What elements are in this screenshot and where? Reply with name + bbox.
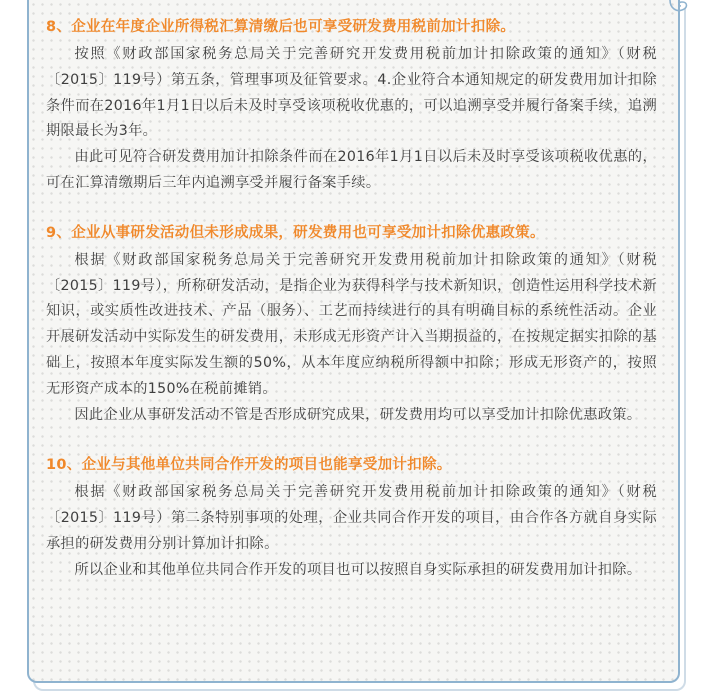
paragraph: 因此企业从事研发活动不管是否形成研究成果，研发费用均可以享受加计扣除优惠政策。 bbox=[74, 406, 642, 423]
corner-curl-ornament-icon bbox=[668, 0, 690, 14]
section-10 bbox=[46, 454, 657, 583]
section-spacer bbox=[46, 428, 657, 454]
section-9 bbox=[46, 222, 657, 429]
section-spacer bbox=[46, 197, 657, 222]
article-card bbox=[27, 0, 680, 683]
paragraph: 由此可见符合研发费用加计扣除条件而在2016年1月1日以后未及时享受该项税收优惠的，可在汇算清缴期后三年内追溯享受并履行备案手续。 bbox=[46, 149, 657, 191]
paragraph: 按照《财政部国家税务总局关于完善研究开发费用税前加计扣除政策的通知》（财税〔2015〕119号）第五条，管理事项及征管要求。4.企业符合本通知规定的研发费用加计扣除条件而在2016年1月1日以后未及时享受该项税收优惠的，可以追溯享受并履行备案手续，追溯期限最长为3年。 bbox=[46, 46, 657, 140]
paragraph: 根据《财政部国家税务总局关于完善研究开发费用税前加计扣除政策的通知》（财税〔2015〕119号），所称研发活动，是指企业为获得科学与技术新知识，创造性运用科学技术新知识，或实质性改进技术、产品（服务）、工艺而持续进行的具有明确目标的系统性活动。企业开展研发活动中实际发生的研发费用，未形成无形资产计入当期损益的，在按规定据实扣除的基础上，按照本年度实际发生额的50%，从本年度应纳税所得额中扣除；形成无形资产的，按照无形资产成本的150%在税前摊销。 bbox=[46, 251, 657, 397]
section-heading: 9、企业从事研发活动但未形成成果，研发费用也可享受加计扣除优惠政策。 bbox=[46, 224, 545, 241]
section-heading: 8、企业在年度企业所得税汇算清缴后也可享受研发费用税前加计扣除。 bbox=[46, 19, 516, 35]
paragraph: 根据《财政部国家税务总局关于完善研究开发费用税前加计扣除政策的通知》（财税〔2015〕119号）第二条特别事项的处理，企业共同合作开发的项目，由合作各方就自身实际承担的研发费用分别计算加计扣除。 bbox=[46, 484, 657, 552]
section-8 bbox=[46, 16, 657, 197]
paragraph: 所以企业和其他单位共同合作开发的项目也可以按照自身实际承担的研发费用加计扣除。 bbox=[74, 561, 642, 578]
section-heading: 10、企业与其他单位共同合作开发的项目也能享受加计扣除。 bbox=[46, 457, 452, 474]
